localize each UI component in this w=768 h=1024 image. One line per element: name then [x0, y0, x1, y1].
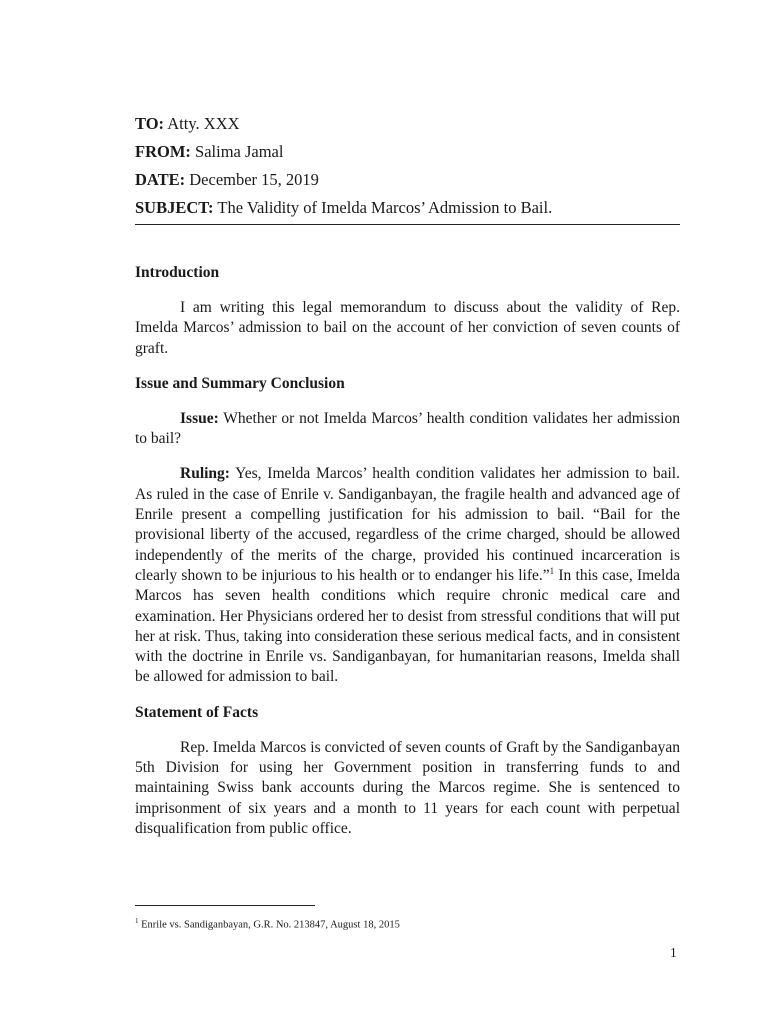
footnote-number: 1: [135, 917, 139, 925]
from-label: FROM:: [135, 142, 191, 161]
to-value: Atty. XXX: [164, 114, 240, 133]
ruling-text-2: In this case, Imelda Marcos has seven health conditions which require chronic medical care and examination. Her Physicians ordered her to desist from stressful conditions that will put her at risk. Thus, taking into consideration these serious medical facts, and in consistent with the doctrine in Enrile vs. Sandiganbayan, for humanitarian reasons, Imelda shall be allowed for admission to bail.: [135, 566, 680, 686]
header-divider: [135, 224, 680, 225]
subject-value: The Validity of Imelda Marcos’ Admission to Bail.: [213, 198, 553, 217]
page-number: 1: [670, 945, 677, 960]
ruling-paragraph: [135, 464, 680, 687]
introduction-body: I am writing this legal memorandum to discuss about the validity of Rep. Imelda Marcos’ admission to bail on the account of her conviction of seven counts of graft.: [135, 299, 680, 357]
memo-page: [135, 110, 680, 839]
footnote-divider: [135, 905, 315, 906]
date-label: DATE:: [135, 170, 186, 189]
subject-line: [135, 194, 680, 222]
footnote: [135, 914, 400, 933]
issue-paragraph: [135, 409, 680, 450]
ruling-text-1: Yes, Imelda Marcos’ health condition validates her admission to bail. As ruled in the case of Enrile v. Sandiganbayan, the fragile health and advanced age of Enrile present a compelling justification for his admission to bail. “Bail for the provisional liberty of the accused, regardless of the crime charged, should be allowed independently of the merits of the charge, provided his continued incarceration is clearly shown to be injurious to his health or to endanger his life.”: [135, 465, 680, 584]
from-value: Salima Jamal: [190, 142, 284, 161]
subject-label: SUBJECT:: [135, 198, 214, 217]
facts-heading: Statement of Facts: [135, 703, 259, 721]
footnote-text: Enrile vs. Sandiganbayan, G.R. No. 213847, August 18, 2015: [138, 919, 400, 931]
issue-summary-heading: Issue and Summary Conclusion: [135, 374, 345, 392]
issue-text: Whether or not Imelda Marcos’ health condition validates her admission to bail?: [135, 409, 680, 448]
issue-label: Issue:: [180, 409, 219, 427]
footnote-reference[interactable]: 1: [549, 565, 555, 576]
ruling-label: Ruling:: [180, 465, 230, 483]
date-value: December 15, 2019: [185, 170, 319, 189]
memo-header: [135, 110, 680, 225]
facts-body: Rep. Imelda Marcos is convicted of seven counts of Graft by the Sandiganbayan 5th Division for using her Government position in transferring funds to and maintaining Swiss bank accounts during the Marcos regime. She is sentenced to imprisonment of six years and a month to 11 years for each count with perpetual disqualification from public office.: [135, 738, 680, 837]
to-line: [135, 110, 680, 138]
date-line: [135, 166, 680, 194]
to-label: TO:: [135, 114, 165, 133]
from-line: [135, 138, 680, 166]
introduction-heading: Introduction: [135, 264, 220, 281]
